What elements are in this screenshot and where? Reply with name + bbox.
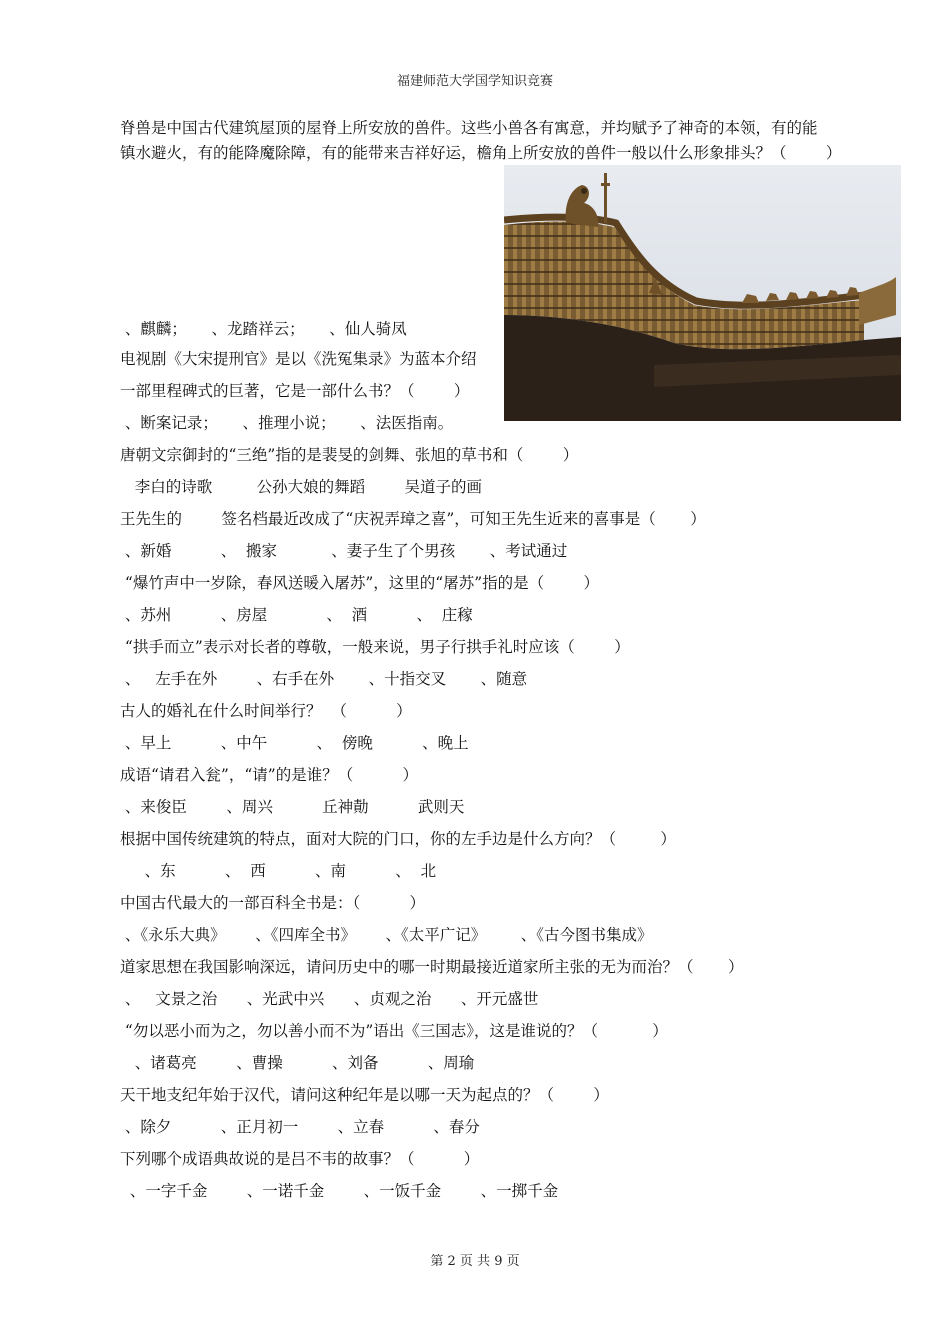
text-line-24: 、 文景之治 、光武中兴 、贞观之治 、开元盛世	[120, 990, 539, 1008]
text-line-25: “勿以恶小而为之，勿以善小而不为”语出《三国志》，这是谁说的？（ ）	[120, 1022, 668, 1040]
text-line-7: 唐朝文宗御封的“三绝”指的是裴旻的剑舞、张旭的草书和（ ）	[120, 446, 579, 464]
text-line-8: 李白的诗歌 公孙大娘的舞蹈 吴道子的画	[120, 478, 483, 496]
text-line-3: 、麒麟； 、龙踏祥云； 、仙人骑凤	[120, 320, 407, 338]
text-line-22: 、《永乐大典》 、《四库全书》 、《太平广记》 、《古今图书集成》	[120, 926, 653, 944]
text-line-19: 根据中国传统建筑的特点，面对大院的门口，你的左手边是什么方向？（ ）	[120, 830, 676, 848]
text-line-1: 脊兽是中国古代建筑屋顶的屋脊上所安放的兽件。这些小兽各有寓意，并均赋予了神奇的本领，有的能	[120, 119, 818, 137]
page-footer: 第 2 页 共 9 页	[430, 1254, 520, 1269]
text-line-16: 、早上 、中午 、 傍晚 、晚上	[120, 734, 469, 752]
text-line-17: 成语“请君入瓮”，“请”的是谁？（ ）	[120, 766, 418, 784]
text-line-20: 、东 、 西 、南 、 北	[120, 862, 437, 880]
page-header: 福建师范大学国学知识竞赛	[396, 74, 553, 89]
text-line-13: “拱手而立”表示对长者的尊敬，一般来说，男子行拱手礼时应该（ ）	[120, 638, 630, 656]
text-line-26: 、诸葛亮 、曹操 、刘备 、周瑜	[120, 1054, 475, 1072]
text-line-21: 中国古代最大的一部百科全书是：（ ）	[120, 894, 426, 912]
text-line-2: 镇水避火，有的能降魔除障，有的能带来吉祥好运，檐角上所安放的兽件一般以什么形象排头？（ ）	[120, 144, 842, 162]
roof-illustration	[504, 165, 901, 421]
text-line-12: 、苏州 、房屋 、 酒 、 庄稼	[120, 606, 473, 624]
text-line-27: 天干地支纪年始于汉代，请问这种纪年是以哪一天为起点的？（ ）	[120, 1086, 609, 1104]
text-line-5: 一部里程碑式的巨著，它是一部什么书？（ ）	[120, 382, 470, 400]
text-line-14: 、 左手在外 、右手在外 、十指交叉 、随意	[120, 670, 528, 688]
text-line-28: 、除夕 、正月初一 、立春 、春分	[120, 1118, 480, 1136]
text-line-10: 、新婚 、 搬家 、妻子生了个男孩 、考试通过	[120, 542, 568, 560]
text-line-23: 道家思想在我国影响深远，请问历史中的哪一时期最接近道家所主张的无为而治？（ ）	[120, 958, 744, 976]
text-line-4: 电视剧《大宋提刑官》是以《洗冤集录》为蓝本介绍	[120, 350, 477, 368]
text-line-18: 、来俊臣 、周兴 丘神勣 武则天	[120, 798, 465, 816]
text-line-15: 古人的婚礼在什么时间举行？ （ ）	[120, 702, 412, 720]
text-line-29: 下列哪个成语典故说的是吕不韦的故事？（ ）	[120, 1150, 480, 1168]
text-line-11: “爆竹声中一岁除，春风送暖入屠苏”，这里的“屠苏”指的是（ ）	[120, 574, 600, 592]
text-line-30: 、一字千金 、一诺千金 、一饭千金 、一掷千金	[120, 1182, 559, 1200]
roof-ridge-beast-photo	[504, 165, 901, 421]
text-line-6: 、断案记录； 、推理小说； 、法医指南。	[120, 414, 454, 432]
text-line-9: 王先生的 签名档最近改成了“庆祝弄璋之喜”，可知王先生近来的喜事是（ ）	[120, 510, 706, 528]
